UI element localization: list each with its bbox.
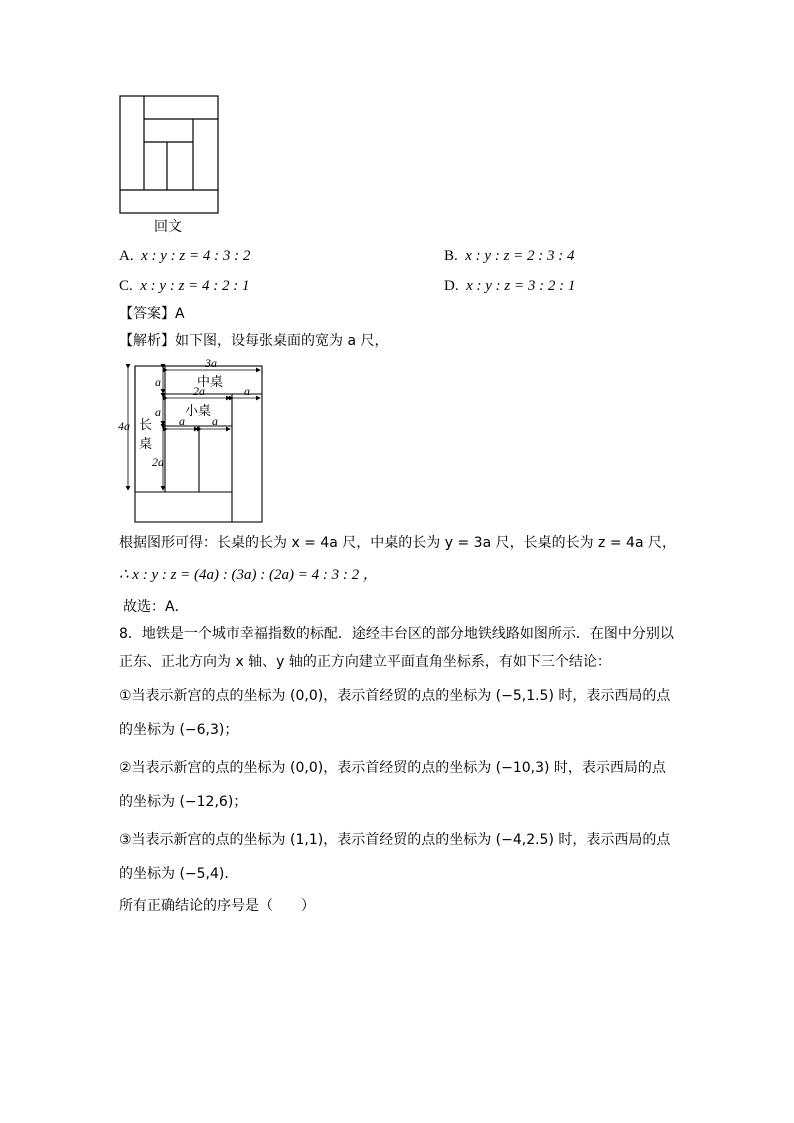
label-mid-2a: 2a [193, 384, 205, 398]
label-4a: 4a [118, 419, 130, 433]
option-b: B. x : y : z = 2 : 3 : 4 [444, 248, 575, 264]
q8-conclusion-1b: 的坐标为 (−6,3)； [119, 722, 239, 738]
huiwen-figure [119, 95, 221, 217]
option-d: D. x : y : z = 3 : 2 : 1 [444, 278, 576, 294]
small-table-label: 小桌 [185, 403, 212, 418]
answer-bracket: 【答案】 [119, 306, 175, 322]
label-3a: 3a [205, 356, 217, 370]
label-small-a1: a [179, 414, 185, 428]
figure1-caption: 回文 [154, 219, 182, 235]
long-table-label-2: 桌 [139, 436, 153, 451]
answer-value: A [175, 306, 185, 322]
q8-conclusion-2a: ②当表示新宫的点的坐标为 (0,0)，表示首经贸的点的坐标为 (−10,3) 时，表示西局的点 [119, 760, 666, 776]
derivation-line-3: 故选：A． [123, 599, 189, 615]
label-small-a2: a [212, 414, 218, 428]
answer-line [119, 304, 185, 324]
q8-conclusion-2b: 的坐标为 (−12,6)； [119, 794, 248, 810]
derivation-line-2: ∴ x : y : z = (4a) : (3a) : (2a) = 4 : 3 : 2 ， [119, 567, 378, 583]
q8-stem-2: 正东、正北方向为 x 轴、y 轴的正方向建立平面直角坐标系，有如下三个结论： [119, 654, 611, 670]
label-side-a1: a [155, 375, 161, 389]
label-side-2a: 2a [152, 455, 164, 469]
derivation-line-1: 根据图形可得：长桌的长为 x = 4a 尺，中桌的长为 y = 3a 尺，长桌的长为 z = 4a 尺， [119, 535, 676, 551]
mid-table-label: 中桌 [197, 374, 224, 389]
option-c: C. x : y : z = 4 : 2 : 1 [119, 278, 250, 294]
tables-diagram [115, 356, 270, 526]
analysis-intro: 如下图，设每张桌面的宽为 a 尺， [175, 333, 389, 349]
q8-conclusion-3b: 的坐标为 (−5,4)． [119, 866, 239, 882]
q8-conclusion-3a: ③当表示新宫的点的坐标为 (1,1)，表示首经贸的点的坐标为 (−4,2.5) 时，表示西局的点 [119, 832, 671, 848]
long-table-label-1: 长 [139, 417, 153, 432]
q8-ask: 所有正确结论的序号是（ ） [119, 898, 315, 914]
analysis-line [119, 331, 388, 351]
label-mid-a: a [244, 384, 250, 398]
q8-conclusion-1a: ①当表示新宫的点的坐标为 (0,0)，表示首经贸的点的坐标为 (−5,1.5) 时，表示西局的点 [119, 688, 671, 704]
option-a: A. x : y : z = 4 : 3 : 2 [119, 248, 251, 264]
analysis-bracket: 【解析】 [119, 333, 175, 349]
q8-stem-1: 8．地铁是一个城市幸福指数的标配．途经丰台区的部分地铁线路如图所示．在图中分别以 [119, 626, 674, 642]
label-side-a2: a [155, 405, 161, 419]
